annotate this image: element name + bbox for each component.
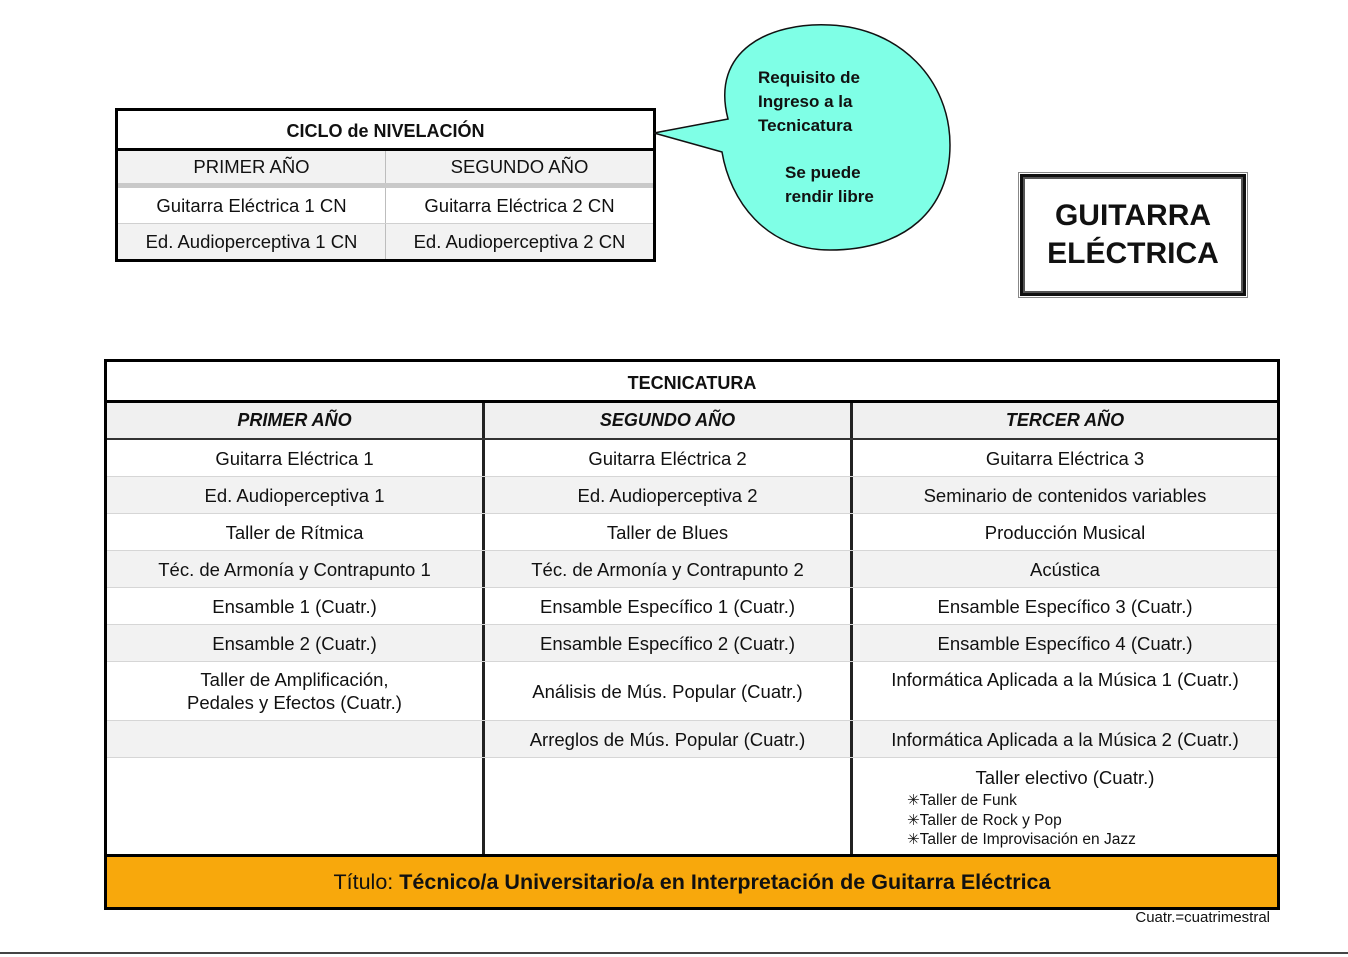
tec-row	[107, 662, 1277, 721]
tec-row	[107, 440, 1277, 477]
tec-cell: Arreglos de Mús. Popular (Cuatr.)	[485, 721, 853, 757]
tec-cell: Ensamble Específico 3 (Cuatr.)	[937, 595, 1193, 617]
degree-title-bar	[107, 854, 1277, 907]
tec-row	[107, 758, 1277, 854]
bubble-line-2: Ingreso a la	[758, 92, 853, 111]
tec-cell: Téc. de Armonía y Contrapunto 1	[107, 551, 485, 587]
tec-cell: Ensamble Específico 2 (Cuatr.)	[485, 625, 853, 661]
tec-cell: Informática Aplicada a la Música 1 (Cuatr.)	[891, 669, 1239, 690]
ciclo-row	[118, 188, 653, 224]
tec-row	[107, 477, 1277, 514]
tec-cell: Ensamble Específico 4 (Cuatr.)	[937, 632, 1193, 654]
career-title-line-2: ELÉCTRICA	[1047, 237, 1219, 270]
bubble-line-3: Tecnicatura	[758, 116, 853, 135]
tec-cell-line: Pedales y Efectos (Cuatr.)	[187, 692, 402, 713]
tec-cell: Ed. Audioperceptiva 1	[107, 477, 485, 513]
divider	[0, 952, 1348, 954]
abbreviation-note: Cuatr.=cuatrimestral	[1135, 909, 1270, 926]
tec-cell-empty	[485, 758, 853, 854]
tec-cell: Guitarra Eléctrica 3	[985, 447, 1145, 469]
career-title-line-1: GUITARRA	[1054, 199, 1212, 232]
tec-cell: Ensamble Específico 1 (Cuatr.)	[485, 588, 853, 624]
tec-cell	[107, 662, 485, 720]
ciclo-title: CICLO de NIVELACIÓN	[118, 111, 653, 151]
bubble-line-1: Requisito de	[758, 68, 861, 87]
ciclo-year-1: PRIMER AÑO	[118, 151, 386, 183]
tec-cell: Análisis de Mús. Popular (Cuatr.)	[485, 662, 853, 720]
asterisk-icon: ✳	[907, 831, 920, 848]
list-item: ✳Taller de Improvisación en Jazz	[907, 831, 1136, 848]
bubble-line-4: Se puede	[785, 163, 861, 182]
bubble-line-5: rendir libre	[785, 187, 874, 206]
ciclo-year-2: SEGUNDO AÑO	[450, 156, 589, 177]
tec-row	[107, 625, 1277, 662]
tec-cell: Guitarra Eléctrica 2	[485, 440, 853, 476]
ciclo-row	[118, 224, 653, 259]
asterisk-icon: ✳	[907, 811, 920, 829]
tec-row	[107, 551, 1277, 588]
tec-cell-empty	[107, 758, 485, 854]
tec-year-3: TERCER AÑO	[1005, 410, 1125, 430]
tec-row	[107, 588, 1277, 625]
ciclo-cell: Guitarra Eléctrica 1 CN	[118, 188, 386, 223]
degree-name: Técnico/a Universitario/a en Interpretación de Guitarra Eléctrica	[399, 869, 1051, 894]
tec-year-2: SEGUNDO AÑO	[485, 403, 853, 438]
elective-workshop-label: Taller electivo (Cuatr.)	[975, 767, 1155, 788]
tec-cell: Informática Aplicada a la Música 2 (Cuatr.)	[891, 728, 1239, 750]
tec-cell: Producción Musical	[984, 521, 1146, 543]
asterisk-icon: ✳	[907, 792, 920, 809]
electives-list	[907, 791, 1136, 850]
tec-cell-empty	[107, 721, 485, 757]
tec-cell-line: Taller de Amplificación,	[200, 669, 389, 690]
ciclo-cell: Guitarra Eléctrica 2 CN	[424, 194, 615, 216]
tec-row	[107, 514, 1277, 551]
tec-row	[107, 721, 1277, 758]
tec-year-1: PRIMER AÑO	[107, 403, 485, 438]
tec-cell: Ensamble 1 (Cuatr.)	[107, 588, 485, 624]
tecnicatura-years-row	[107, 403, 1277, 440]
tecnicatura-table	[104, 359, 1280, 910]
list-item: ✳Taller de Funk	[907, 792, 1017, 809]
requirement-bubble	[650, 20, 960, 260]
tec-cell: Ed. Audioperceptiva 2	[485, 477, 853, 513]
tec-cell: Acústica	[1030, 558, 1100, 580]
ciclo-years-row	[118, 151, 653, 188]
career-title-box	[1020, 174, 1246, 296]
tec-cell: Téc. de Armonía y Contrapunto 2	[485, 551, 853, 587]
tec-cell: Taller de Rítmica	[107, 514, 485, 550]
tec-cell: Taller de Blues	[485, 514, 853, 550]
list-item: ✳Taller de Rock y Pop	[907, 811, 1062, 829]
tecnicatura-title: TECNICATURA	[107, 362, 1277, 403]
tec-cell: Ensamble 2 (Cuatr.)	[107, 625, 485, 661]
ciclo-cell: Ed. Audioperceptiva 1 CN	[118, 224, 386, 259]
tec-cell	[853, 758, 1277, 854]
degree-prefix: Título:	[333, 869, 394, 894]
tec-cell: Seminario de contenidos variables	[923, 484, 1207, 506]
ciclo-nivelacion-table	[115, 108, 656, 262]
bubble-shape	[650, 20, 960, 260]
ciclo-cell: Ed. Audioperceptiva 2 CN	[413, 230, 626, 252]
tec-cell: Guitarra Eléctrica 1	[107, 440, 485, 476]
